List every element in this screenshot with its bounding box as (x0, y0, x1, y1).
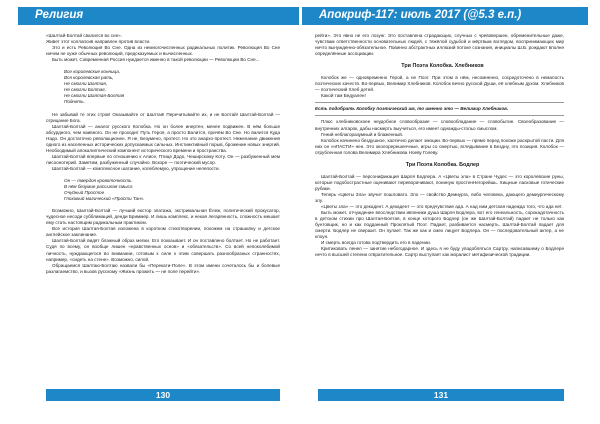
body-paragraph: Шалтай-Болтай видят блажный образ мелки. Его показывает. И он поставлено болтает. Но не работает. Судя по всему, он вообще лишен «нравственных основ» и «обязательств». Со всей непоколебимой личность, нуждающегося во внимании, готовым к силе к этим совершать разнообразных странностях, например, «сидеть на стене». Возможно, силой. (46, 238, 280, 262)
body-paragraph: Быть может, отчуждение впоследствии ивпеники душа Шарля Бодлера, вот его генеальность, сорокадотачность в детском стихии про Шалтая-Болтая, в конце которого Бодлер (он же Шалтай-Болтай) падает не только как бунтовщик, но и как подданный Проклятый Поэт. Падает, разбивается насмерть. Шалтай-Болтай падает для смерти. Бодлер не свершит. Он пулает. Так же как и смех лицует Бодлера. Он — последовательный актер, а не клоун. (315, 210, 564, 240)
section-subtitle: Три Поэта Колобка. Бодлер (405, 161, 480, 168)
quote-divider (315, 115, 564, 116)
body-paragraph: Все история Шалтая-Болтая изложена в коротком стихотворении, похожем на страшилку и детское англейское заклинание. (46, 226, 280, 238)
verse-line: Все королевские конница, (64, 69, 121, 75)
section-subtitle: Три Поэта Колобка. Хлебников (401, 63, 484, 70)
left-page-header (18, 7, 299, 25)
right-page-body (315, 33, 564, 258)
body-paragraph: Шалтай-Болтай — аналог русского Колобка. Но он более инертен, менее подвижен. В нём больше абсурдного, чем наивного. Он не проходит Путь Героя, а просто Валится, причём Во Сне. Но валится Куда Надо. Он достаточно революционен. Я не, Безумено, протест. Но это анархо-протест. Нежелание движения одного из населенных исторических допускаемых сильных. Инстинктивный порыв, брожение новых энергий. Необходимый апокалиптический компонент исторического времени и пространства. (46, 123, 280, 153)
body-paragraph: Колобок начинено бездушное, хаотично делает эмоции. Во-первых — прямо перед похоже раскрытой пасти. Для них он «нПАСТИ» нен. Это околоререшенчные, игры со смертью, вглядывание в Бездну, это позиция. Колобок — отрубленная голова Велимира Хлебникова Ноеву Голеву. (315, 137, 564, 155)
left-page-number-bar (46, 389, 280, 401)
body-paragraph: «Шалтай-Болтай свалился во сне». (46, 33, 122, 38)
verse-line: Очуйный Простое (64, 190, 105, 196)
body-paragraph: Живет этот коллапсив направлен против власти. (46, 39, 151, 45)
body-paragraph: Критиковать пенел — занятие небогодарное. И здесь я не буду упадобляться Сартру, написавшему о Бодлере нечто в высшей степени отвратительное. Сартр выступает как моралист метафизической традиции. (315, 246, 564, 258)
verse-line: Он — твердоя кровоточность. (64, 177, 133, 183)
verse-line: Вся королевская рать, (64, 75, 114, 81)
body-paragraph: рейти». Это явно не его лозунг. Это поставлена страдающих, случных с чревовершен, обременительные даже, чувствам ответственности основательных людей, с тяжёлой судьбой и мёртвым взглядом, воспринимающих мир ничто вынужденно-обязательное. Повинно абстрактных иллюзий потоке сознания, инициалы Ш.Б. рождают вполне определённые ассоциации. (315, 33, 564, 57)
body-paragraph: И смерть всегда готова подтвердить его в падении. (321, 240, 431, 246)
body-paragraph: Гений неблагоразумный и блаженный. (321, 131, 404, 137)
body-paragraph: Шалтай-Болтай — персонификация Шарля Бодлера. А «Цветы зла» в Стране Чудес — это королевские руны, которые подобострастные оценивают переворачивают, пониную простенНегорейшь. Хищные ласковые готические рубаки. (315, 173, 564, 191)
quote-divider (315, 102, 564, 103)
pull-quote: Есть подобрать Колобку поэтический им, то именно это — Велимир Хлебников. (315, 106, 509, 112)
body-paragraph: Обращаемся Шалтаю-Болтаю назвали бы «Перекати-Поле». В этом имени сочеталось бы и болевые разлагаемство, и вызов русскому «Жизнь прожить — не поле перейти». (46, 262, 280, 274)
issue-title: Апокриф-117: июль 2017 (@5.3 е.п.) (319, 9, 522, 21)
right-page-number-bar (318, 389, 564, 401)
body-paragraph: Возможно, Шалтай-Болтай — лучший екстор эпатажа, экстримальная Ёлеж, политический прокусатор, чудесное несоди субблимаций, денди Бриммер. И лишь комплекс, и некая легарянность, сложность мешает ему стать настоящим радикальным практиком. (46, 208, 280, 226)
verse-line: Не смогли Шалтая-Болтая (64, 93, 125, 99)
right-page-number: 131 (433, 390, 449, 400)
body-paragraph: Шалтай-Болтай впервые по отношению к Алисе, Птице Додо, Чеширскому Коту. Он — разбуженный мем лисоонотерий. Заметим, разбуженный случайно. Вскоре — поэтический мусор. (46, 153, 280, 165)
left-page-number: 130 (155, 390, 171, 400)
verse-line: В нём безумие рассыпая смысл. (64, 184, 134, 190)
body-paragraph: Быть может, Современная Россия нуждается именно в такой революции — Революции Во Сне... (52, 57, 260, 63)
right-page-header (302, 7, 588, 25)
body-paragraph: Плюс хлебниковскоее неудобное словообразие — словообладание — словобытие. Своеобразование — внутренних алгарок, дабы насмерть выучиться, его имеет однажды-стольо смыслом. (315, 119, 564, 131)
verse-line: Не смогли Болтая, (64, 87, 106, 93)
body-paragraph: Шалтай-Болтай — комплексное шатание, колеблемую, упрощение нелепости. (52, 165, 220, 171)
body-paragraph: Не забывай те этих строк! Оказывайте от Шалтая! Перечитывайте их, и не Болтай! Шалтай-Болтай — отрицание Бога. (46, 111, 280, 123)
verse-line: Не смогли Шалтая, (64, 81, 108, 87)
body-paragraph: Это и есть Революция Во Сне. Одна из немногочисленных радикальных политик. Революция Во Сне ничем не хуже обычных революций, предсказуемых и вычисленных. (46, 45, 280, 57)
left-section-title: Религия (35, 9, 84, 21)
body-paragraph: Какой там Бедуален! (321, 93, 366, 99)
body-paragraph: «Цветы зла» — это декадент. А декадент — это предчувствие ада. А над ним детская надежда того, что ада нет. (321, 204, 563, 210)
body-paragraph: Теперь «Цветы Зла» звучит пошловато. Зло — свойство Демиурга, либо человека, дающего демиургическому злу. (315, 191, 564, 203)
body-paragraph: Колобок же — одновременно Герой, а не Поэт. При этом в нём, несомненно, сосредоточено в немалость поэтических качеств. Во-первых, Велимир Хлебников. Колобок вечно русской Души, её хлебным духом. Хлебников — поэтический Хлеб детей. (315, 75, 564, 93)
left-page-body (46, 33, 280, 275)
verse-line: Глоховый магический «Прости Тан». (64, 196, 145, 202)
verse-line: Поднять. (64, 99, 85, 105)
